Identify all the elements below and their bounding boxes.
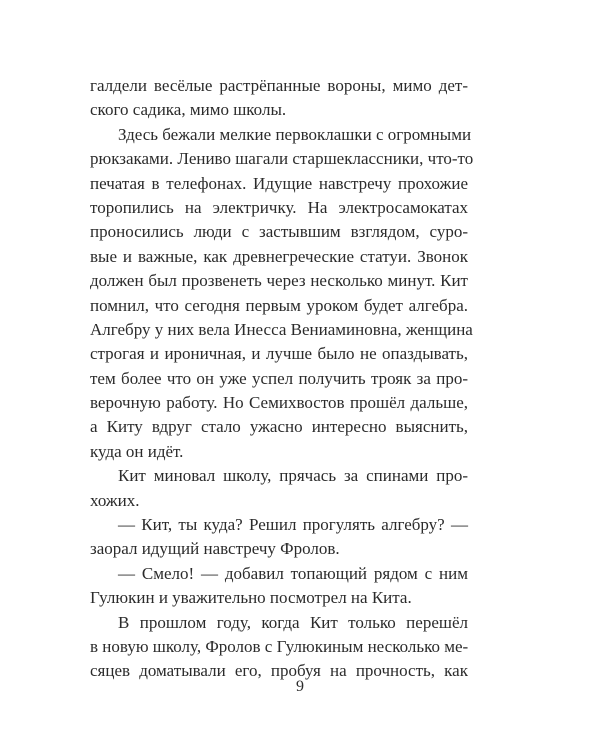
text-line: галдели весёлые растрёпанные вороны, мимо дет- xyxy=(90,76,468,95)
text-line: — Смело! — добавил топающий рядом с ним xyxy=(118,563,468,583)
text-line: печатая в телефонах. Идущие навстречу прохожие xyxy=(90,173,468,193)
text-line: сяцев доматывали его, пробуя на прочность, как xyxy=(90,661,468,681)
text-line: строгая и ироничная, и лучше было не опаздывать, xyxy=(90,344,468,364)
text-line: в новую школу, Фролов с Гулюкиным несколько ме- xyxy=(90,636,469,656)
text-line: верочную работу. Но Семихвостов прошёл дальше, xyxy=(90,393,468,413)
text-line: торопились на электричку. На электросамокатах xyxy=(90,197,468,217)
text-line: а Киту вдруг стало ужасно интересно выяснить, xyxy=(90,417,468,437)
text-line: хожих. xyxy=(90,490,140,510)
text-line: Гулюкин и уважительно посмотрел на Кита. xyxy=(90,588,412,608)
text-line: В прошлом году, когда Кит только перешёл xyxy=(118,612,468,632)
text-line: куда он идёт. xyxy=(90,441,184,461)
page-number: 9 xyxy=(296,678,304,695)
text-line: Здесь бежали мелкие первоклашки с огромными xyxy=(118,124,472,144)
text-line: рюкзаками. Лениво шагали старшеклассники, что-то xyxy=(90,149,474,169)
text-line: проносились люди с застывшим взглядом, суро- xyxy=(90,222,468,242)
text-line: тем более что он уже успел получить трояк за про- xyxy=(90,368,468,388)
body-text xyxy=(90,74,474,684)
text-line: — Кит, ты куда? Решил прогулять алгебру? — xyxy=(118,515,468,535)
text-line: ского садика, мимо школы. xyxy=(90,100,287,120)
text-line: помнил, что сегодня первым уроком будет алгебра. xyxy=(90,295,468,315)
text-line: должен был прозвенеть через несколько минут. Кит xyxy=(90,271,468,291)
text-line: Алгебру у них вела Инесса Вениаминовна, женщина xyxy=(90,319,473,339)
text-line: вые и важные, как древнегреческие статуи. Звонок xyxy=(90,246,468,266)
text-line: заорал идущий навстречу Фролов. xyxy=(90,539,340,559)
text-line: Кит миновал школу, прячась за спинами про- xyxy=(118,466,468,486)
